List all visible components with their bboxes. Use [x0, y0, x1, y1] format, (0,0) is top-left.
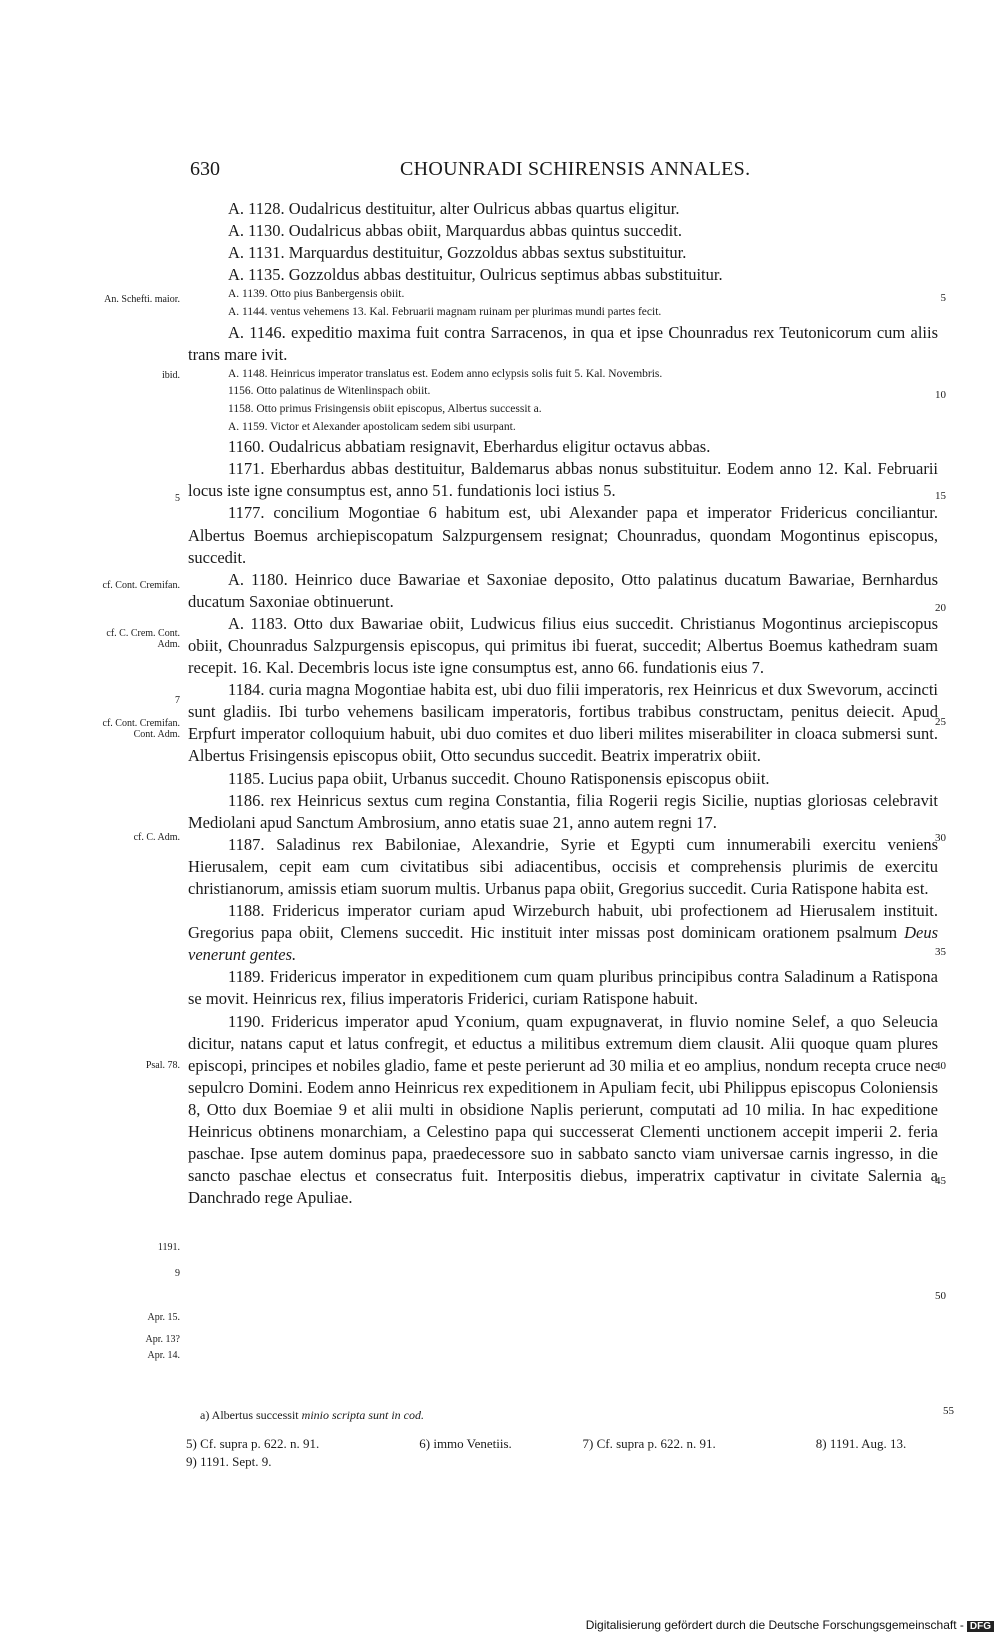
entry-1180: A. 1180. Heinrico duce Bawariae et Saxoniae deposito, Otto palatinus ducatum Bawariae, Bernhardus ducatum Saxoniae obtinuerunt. [188, 569, 938, 611]
left-line-number: 9 [175, 1268, 180, 1279]
margin-note: cf. Cont. Cremifan. Cont. Adm. [102, 718, 180, 740]
annals-body [188, 198, 938, 1209]
line-number: 45 [935, 1175, 946, 1187]
footnote-6: 6) immo Venetiis. [419, 1436, 512, 1451]
entry-1189: 1189. Fridericus imperator in expeditionem cum quam pluribus principibus contra Saladinum a Ratispona se movit. Heinricus rex, filius imperatoris Friderici, curiam Ratispone habuit. [188, 967, 938, 1009]
margin-note: Psal. 78. [145, 1060, 180, 1071]
entry-1144: A. 1144. ventus vehemens 13. Kal. Februarii magnam ruinam per plurimas mundi partes fecit. [228, 305, 662, 318]
line-number: 5 [940, 292, 946, 304]
entry-1190: 1190. Fridericus imperator apud Yconium, quam expugnaverat, in fluvio nomine Selef, a quo Seleucia dicitur, natans caput et latus confregit, et eductus a militibus extremum diem clausit. Alii quoque quam plures episcopi, principes et nobiles gladio, fame et peste perierunt ad 30 milia et eo amplius, nondum recepta cruce nec sepulcro Domini. Eodem anno Heinricus rex expeditionem in Apuliam fecit, ubi Philippus episcopus Coloniensis 8, Otto dux Boemiae 9 et alii multi in obsidione Naplis perierunt, computati ad 10 milia. In hac expeditione Heinricus obtinens monarchiam, a Celestino papa qui successerat Clementi unctionem accepit imperii 2. feria paschae. Ipse autem dominus papa, praedecessore suo in sabbato sancto viam universae carnis ingresso, in die sancto paschae electus et consecratus fuit. Interpositis diebus, imperatrix captivatur in civitate Salernia a Danchrado rege Apuliae. [188, 1011, 938, 1208]
margin-note: Apr. 14. [147, 1350, 180, 1361]
line-number: 50 [935, 1290, 946, 1302]
line-number: 35 [935, 946, 946, 958]
entry-1183: A. 1183. Otto dux Bawariae obiit, Ludwicus filius eius succedit. Christianus Mogontinus arciepiscopus obiit, Chounradus Salzpurgensis episcopus, qui primitus ibi fuerat, succedit; Albertus Boemus kathedram suam recepit. 16. Kal. Decembris locus iste igne consumptus est, anno 66. fundationis eius 7. [188, 613, 938, 678]
footnote-7: 7) Cf. supra p. 622. n. 91. [582, 1436, 716, 1451]
footnotes-row [186, 1436, 906, 1452]
entry-1186: 1186. rex Heinricus sextus cum regina Constantia, filia Rogerii regis Sicilie, nuptias gloriosas celebravit Mediolani apud Sanctum Ambrosium, anno etatis suae 21, anno autem regni 17. [188, 790, 938, 832]
entry-1187: 1187. Saladinus rex Babiloniae, Alexandrie, Syrie et Egypti cum innumerabili exercitu veniens Hierusalem, cepit eam cum civitatibus sibi adiacentibus, occisis et comprehensis plurimis de exercitu christianorum, amissis etiam suorum multis. Urbanus papa obiit, Gregorius succedit. Curia Ratispone habita est. [188, 834, 938, 898]
footer-credit [586, 1618, 994, 1632]
entry-1188 [188, 900, 938, 966]
margin-note: An. Schefti. maior. [104, 294, 180, 305]
entry-1184: 1184. curia magna Mogontiae habita est, ubi duo filii imperatoris, rex Heinricus et dux Swevorum, accincti sunt gladiis. Ibi turbo vehemens basilicam imperatoris, fortibus trabibus constructam, penitus deiecit. Apud Erpfurt imperator colloquium habuit, ubi duo comites et duo liberi milites miserabiliter in cloaca submersi sunt. Albertus Frisingensis episcopus obiit, Otto secundus succedit. Beatrix imperatrix obiit. [188, 680, 938, 766]
line-number: 15 [935, 490, 946, 502]
psalm-incipit: Deus venerunt gentes. [188, 923, 939, 965]
footer-text: Digitalisierung gefördert durch die Deutsche Forschungsgemeinschaft - [585, 1618, 964, 1632]
entry-1135: A. 1135. Gozzoldus abbas destituitur, Oulricus septimus abbas substituitur. [228, 265, 723, 285]
footnote-5: 5) Cf. supra p. 622. n. 91. [186, 1436, 320, 1451]
left-line-number: 5 [175, 493, 180, 504]
entry-1128: A. 1128. Oudalricus destituitur, alter Oulricus abbas quartus eligitur. [228, 199, 680, 218]
margin-note: ibid. [161, 370, 180, 381]
footnote-8: 8) 1191. Aug. 13. [815, 1436, 907, 1451]
dfg-logo: DFG [967, 1621, 994, 1632]
page-header [0, 158, 1000, 188]
footnote-9: 9) 1191. Sept. 9. [186, 1454, 272, 1469]
entry-1159: A. 1159. Victor et Alexander apostolicam sedem sibi usurpant. [228, 420, 516, 433]
margin-note: cf. Cont. Cremifan. [102, 580, 180, 591]
footnote-a [200, 1408, 424, 1423]
footnote-a-italic: minio scripta sunt in cod. [301, 1408, 424, 1422]
entry-1160: 1160. Oudalricus abbatiam resignavit, Eberhardus eligitur octavus abbas. [228, 437, 711, 457]
margin-note: Apr. 15. [147, 1312, 180, 1323]
line-number: 40 [935, 1060, 946, 1072]
left-line-number: 7 [175, 695, 180, 706]
margin-note: 1191. [157, 1242, 180, 1253]
entry-1146: A. 1146. expeditio maxima fuit contra Sarracenos, in qua et ipse Chounradus rex Teutonicorum cum aliis trans mare ivit. [188, 322, 938, 364]
line-number: 20 [935, 602, 946, 614]
margin-note: Apr. 13? [145, 1334, 180, 1345]
entry-1148: A. 1148. Heinricus imperator translatus est. Eodem anno eclypsis solis fuit 5. Kal. Novembris. [228, 367, 663, 380]
margin-note: cf. C. Adm. [133, 832, 180, 843]
page-number: 630 [190, 158, 220, 180]
line-number: 55 [943, 1405, 954, 1417]
entry-1131: A. 1131. Marquardus destituitur, Gozzoldus abbas sextus substituitur. [228, 243, 687, 263]
entry-1158: 1158. Otto primus Frisingensis obiit episcopus, Albertus successit a. [228, 402, 542, 415]
line-number: 10 [935, 389, 946, 401]
entry-1156: 1156. Otto palatinus de Witenlinspach obiit. [228, 385, 431, 398]
margin-note: cf. C. Crem. Cont. Adm. [106, 628, 180, 650]
running-title: CHOUNRADI SCHIRENSIS ANNALES. [400, 158, 751, 180]
line-number: 30 [935, 832, 946, 844]
entry-1130: A. 1130. Oudalricus abbas obiit, Marquardus abbas quintus succedit. [228, 221, 682, 241]
entry-1188-text: 1188. Fridericus imperator curiam apud Wirzeburch habuit, ubi profectionem ad Hierusalem instituit. Gregorius papa obiit, Clemens succedit. Hic instituit inter missas post dominicam orationem psalmum [188, 901, 938, 943]
footnote-a-prefix: a) Albertus successit [200, 1408, 299, 1422]
entry-1185: 1185. Lucius papa obiit, Urbanus succedit. Chouno Ratisponensis episcopus obiit. [228, 768, 770, 788]
entry-1139: A. 1139. Otto pius Banbergensis obiit. [228, 288, 405, 301]
entry-1171: 1171. Eberhardus abbas destituitur, Baldemarus abbas nonus substituitur. Eodem anno 12. Kal. Februarii locus iste igne consumptus est, anno 51. fundationis loci istius 5. [188, 459, 938, 501]
line-number: 25 [935, 716, 946, 728]
entry-1177: 1177. concilium Mogontiae 6 habitum est, ubi Alexander papa et imperator Fridericus conciliantur. Albertus Boemus archiepiscopatum Salzpurgensem resignat; Chounradus, quondam Mogontinus episcopus, succedit. [188, 503, 938, 567]
